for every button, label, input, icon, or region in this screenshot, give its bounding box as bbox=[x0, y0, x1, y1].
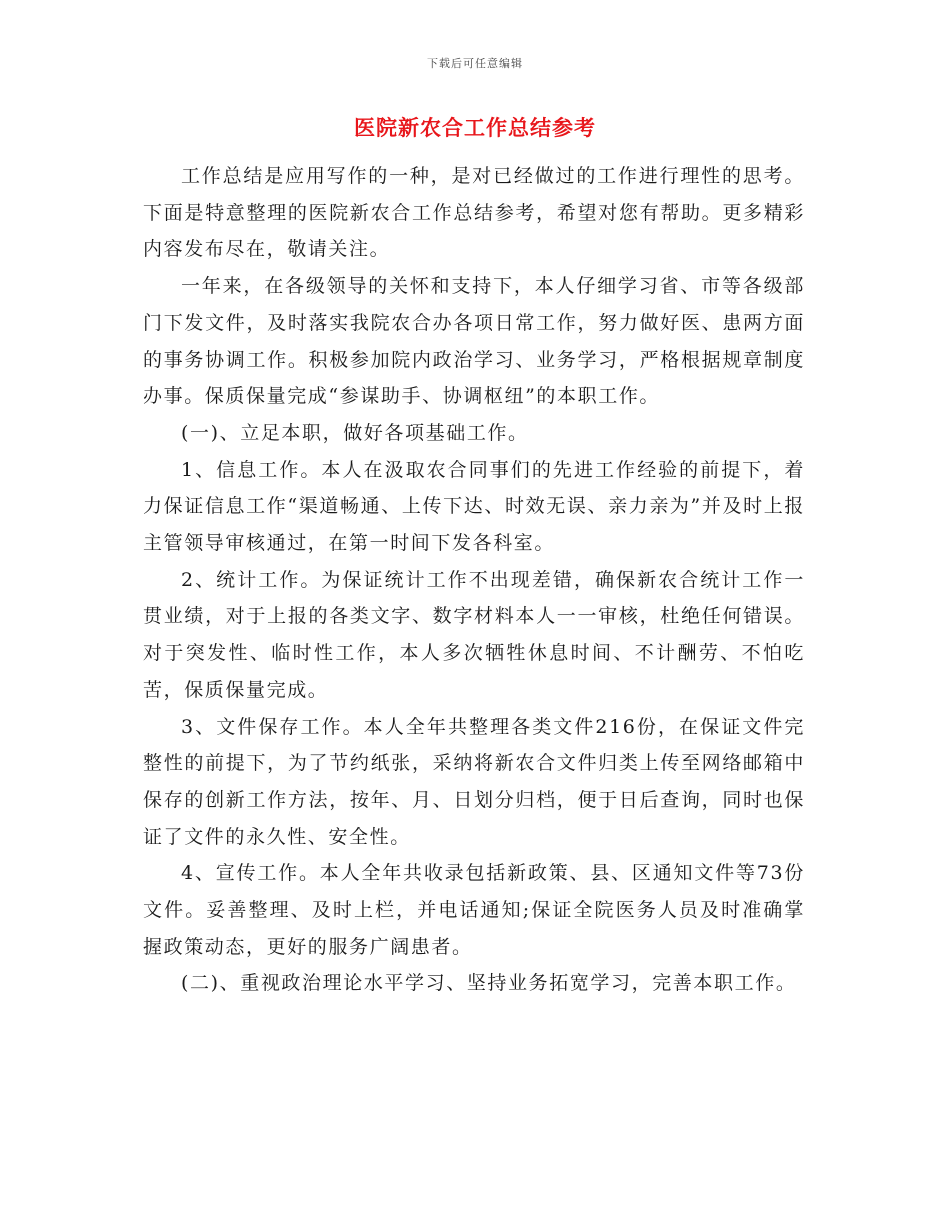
document-body bbox=[143, 158, 805, 1002]
paragraph-item-3: 3、文件保存工作。本人全年共整理各类文件216份，在保证文件完整性的前提下，为了节约纸张，采纳将新农合文件归类上传至网络邮箱中保存的创新工作方法，按年、月、日划分归档，便于日后查询，同时也保证了文件的永久性、安全性。 bbox=[143, 715, 805, 848]
section-heading-2: (二)、重视政治理论水平学习、坚持业务拓宽学习，完善本职工作。 bbox=[181, 972, 797, 995]
paragraph-intro: 工作总结是应用写作的一种，是对已经做过的工作进行理性的思考。下面是特意整理的医院新农合工作总结参考，希望对您有帮助。更多精彩内容发布尽在，敬请关注。 bbox=[143, 165, 805, 261]
header-note: 下载后可任意编辑 bbox=[427, 57, 523, 70]
paragraph-item-4: 4、宣传工作。本人全年共收录包括新政策、县、区通知文件等73份文件。妥善整理、及时上栏，并电话通知;保证全院医务人员及时准确掌握政策动态，更好的服务广阔患者。 bbox=[143, 862, 805, 958]
paragraph-item-1: 1、信息工作。本人在汲取农合同事们的先进工作经验的前提下，着力保证信息工作“渠道畅通、上传下达、时效无误、亲力亲为”并及时上报主管领导审核通过，在第一时间下发各科室。 bbox=[143, 458, 805, 555]
paragraph-item-2: 2、统计工作。为保证统计工作不出现差错，确保新农合统计工作一贯业绩，对于上报的各类文字、数字材料本人一一审核，杜绝任何错误。对于突发性、临时性工作，本人多次牺牲休息时间、不计酬劳、不怕吃苦，保质保量完成。 bbox=[143, 568, 805, 701]
document-title: 医院新农合工作总结参考 bbox=[354, 115, 596, 140]
section-heading-1: (一)、立足本职，做好各项基础工作。 bbox=[181, 421, 529, 444]
paragraph-overview: 一年来，在各级领导的关怀和支持下，本人仔细学习省、市等各级部门下发文件，及时落实我院农合办各项日常工作，努力做好医、患两方面的事务协调工作。积极参加院内政治学习、业务学习，严格根据规章制度办事。保质保量完成“参谋助手、协调枢纽”的本职工作。 bbox=[143, 275, 805, 408]
